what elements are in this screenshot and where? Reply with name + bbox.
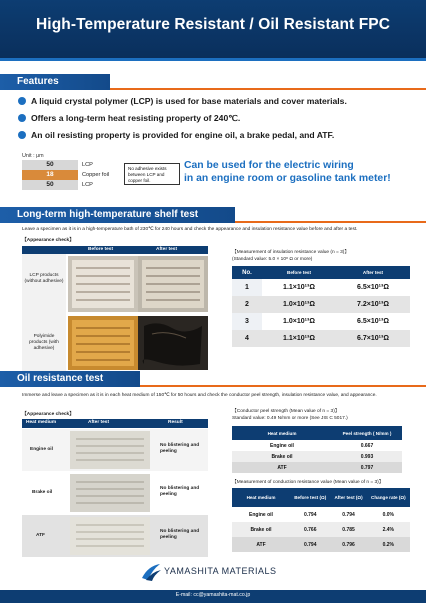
header-accent-bar bbox=[0, 58, 426, 61]
oil-col-result: Result bbox=[168, 420, 183, 425]
shelf-row2-label: Polyimide products (with adhesive) bbox=[29, 334, 59, 351]
shelf-before-label: Before test bbox=[88, 247, 114, 252]
col-header-after: After test bbox=[336, 266, 410, 279]
table-row: ATF 0.794 0.796 0.2% bbox=[232, 537, 410, 552]
unit-label: Unit : μm bbox=[22, 153, 44, 159]
table-row: Brake oil 0.766 0.785 2.4% bbox=[232, 522, 410, 537]
shelf-after-label: After test bbox=[156, 247, 178, 252]
table-row: 4 1.1×10¹³Ω 6.7×10¹³Ω bbox=[232, 330, 410, 347]
layer-label-copper: Copper foil bbox=[82, 172, 110, 178]
adhesive-note: No adhesive exists between LCP and copper foil. bbox=[124, 163, 180, 185]
bullet-dot-icon bbox=[18, 131, 26, 139]
lcp-after-photo bbox=[138, 256, 208, 312]
table-row: 3 1.0×10¹³Ω 6.5×10¹³Ω bbox=[232, 313, 410, 330]
layer-lcp-bottom: 50 bbox=[22, 180, 78, 190]
lcp-before-photo bbox=[68, 256, 138, 312]
footer-email: E-mail: cc@yamashita-mat.co.jp bbox=[175, 592, 251, 598]
shelf-photo-header bbox=[22, 246, 208, 254]
peel-standard: Standard value: 0.49 N/mm or more (See JIS C 5017.) bbox=[232, 416, 348, 421]
oil-medium-brake: Brake oil bbox=[32, 490, 53, 495]
shelf-appearance-label: 【Appearance check】 bbox=[22, 238, 74, 243]
cond-col-medium: Heat medium bbox=[232, 488, 290, 507]
peel-col-strength: Peel strength ( N/mm ) bbox=[332, 426, 402, 440]
insulation-meas-label: 【Measurement of insulation resistance value (n = 3)】 bbox=[232, 250, 350, 255]
oil-appearance-label: 【Appearance check】 bbox=[22, 412, 74, 417]
company-logo-icon bbox=[140, 562, 162, 582]
polyimide-after-photo bbox=[138, 316, 208, 370]
oil-result-engine: No blistering and peeling bbox=[160, 443, 200, 454]
oil-medium-engine: Engine oil bbox=[30, 447, 53, 452]
cond-table bbox=[232, 488, 410, 552]
layer-label-lcp-top: LCP bbox=[82, 162, 93, 168]
cond-label: 【Measurement of conduction resistance value (Mean value of n = 3)】 bbox=[232, 480, 384, 485]
table-row: 1 1.1×10¹³Ω 6.5×10¹³Ω bbox=[232, 279, 410, 296]
insulation-table bbox=[232, 266, 410, 347]
page-title: High-Temperature Resistant / Oil Resistant FPC bbox=[36, 16, 390, 33]
company-name: YAMASHITA MATERIALS bbox=[164, 566, 277, 576]
shelf-row1-label: LCP products (without adhesive) bbox=[24, 273, 64, 284]
oil-col-medium: Heat medium bbox=[26, 420, 57, 425]
brake-oil-photo bbox=[70, 474, 150, 512]
feature-bullet-1: A liquid crystal polymer (LCP) is used for base materials and cover materials. bbox=[18, 96, 347, 106]
col-header-no: No. bbox=[232, 266, 262, 279]
bullet-dot-icon bbox=[18, 97, 26, 105]
table-row: 2 1.0×10¹³Ω 7.2×10¹³Ω bbox=[232, 296, 410, 313]
table-row: Engine oil 0.794 0.794 0.0% bbox=[249, 511, 395, 518]
polyimide-before-photo bbox=[68, 316, 138, 370]
cond-col-before: Before test (Ω) bbox=[290, 488, 330, 507]
oil-medium-atf: ATF bbox=[36, 533, 45, 538]
atf-photo bbox=[70, 517, 150, 555]
layer-copper: 18 bbox=[22, 170, 78, 180]
table-row: ATF 0.797 bbox=[232, 462, 402, 473]
oil-result-atf: No blistering and peeling bbox=[160, 529, 200, 540]
feature-bullet-3: An oil resisting property is provided for engine oil, a brake pedal, and ATF. bbox=[18, 130, 334, 140]
peel-label: 【Conductor peel strength (Mean value of n = 3)】 bbox=[232, 409, 340, 414]
features-heading: Features bbox=[0, 74, 110, 90]
peel-col-medium: Heat medium bbox=[232, 426, 332, 440]
table-row: Brake oil 0.993 bbox=[232, 451, 402, 462]
cond-col-after: After test (Ω) bbox=[330, 488, 366, 507]
peel-table bbox=[232, 426, 402, 473]
layer-lcp-top: 50 bbox=[22, 160, 78, 170]
table-row: Engine oil 0.667 bbox=[270, 442, 374, 449]
shelf-heading: Long-term high-temperature shelf test bbox=[0, 207, 235, 223]
feature-bullet-2: Offers a long-term heat resisting property of 240℃. bbox=[18, 113, 240, 124]
cond-col-change: Change rate (Ω) bbox=[367, 488, 410, 507]
layer-label-lcp-bottom: LCP bbox=[82, 182, 93, 188]
shelf-description: Leave a specimen as it is in a high-temperature bath of 230℃ for 240 hours and check the appearance and insulation resistance value before and after a test. bbox=[22, 227, 358, 232]
insulation-standard: (Standard value: 5.0 × 10⁸ Ω or more) bbox=[232, 257, 313, 262]
oil-col-after: After test bbox=[88, 420, 110, 425]
bullet-dot-icon bbox=[18, 114, 26, 122]
oil-description: Immerse and leave a specimen as it is in each heat medium of 150℃ for 50 hours and check the conductor peel strength, insulation resistance value, and appearance. bbox=[22, 393, 377, 398]
oil-heading: Oil resistance test bbox=[0, 371, 140, 387]
application-callout: Can be used for the electric wiring in an engine room or gasoline tank meter! bbox=[184, 160, 391, 184]
engine-oil-photo bbox=[70, 431, 150, 469]
oil-result-brake: No blistering and peeling bbox=[160, 486, 200, 497]
col-header-before: Before test bbox=[262, 266, 336, 279]
